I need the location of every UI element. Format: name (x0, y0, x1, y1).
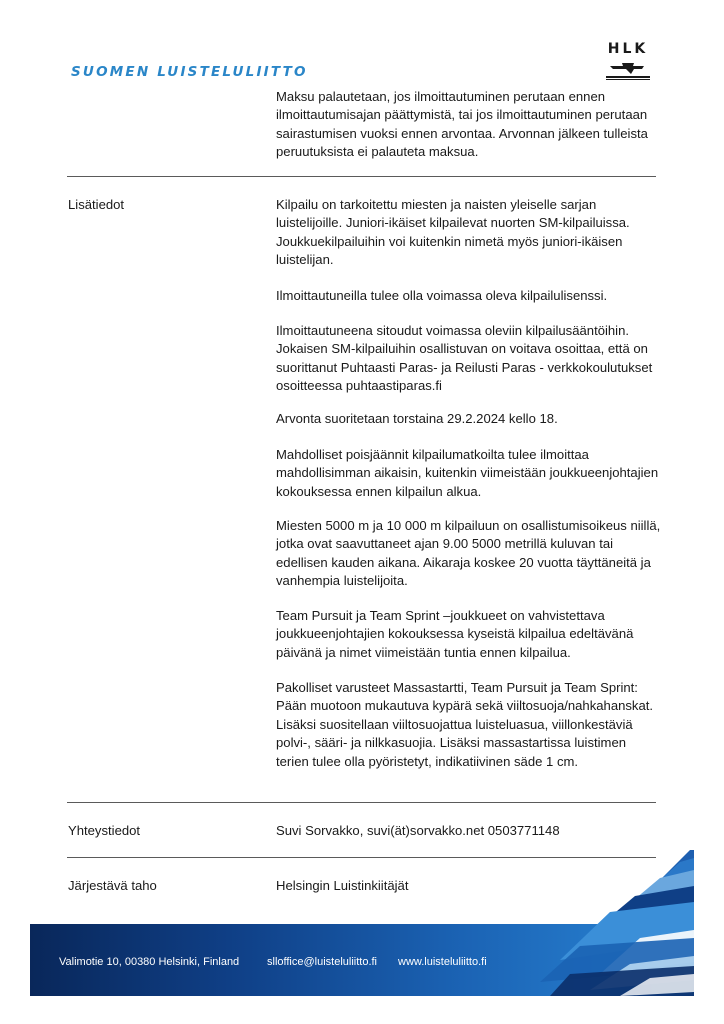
skater-logo-icon (604, 60, 652, 82)
lisatiedot-label: Lisätiedot (68, 197, 125, 212)
section-divider (67, 176, 656, 177)
lisatiedot-paragraph-5: Mahdolliset poisjäännit kilpailumatkoilta tulee ilmoittaa mahdollisimman aikaisin, kuitenkin viimeistään joukkueenjohtajien kokouksessa ennen kilpailun alkua. (276, 447, 659, 499)
lisatiedot-paragraph-6: Miesten 5000 m ja 10 000 m kilpailuun on osallistumisoikeus niillä, jotka ovat saavuttaneet ajan 9.00 5000 metrillä kuluvan tai edellisen kauden aikana. Aikaraja koskee 20 vuotta täyttäneitä ja vanhempia luistelijoita. (276, 518, 661, 589)
hlk-logo-text: HLK (607, 41, 649, 57)
contact-info: Suvi Sorvakko, suvi(ät)sorvakko.net 0503771148 (276, 823, 560, 838)
federation-brand-logo: SUOMEN LUISTELULIITTO (71, 64, 308, 80)
yhteystiedot-label: Yhteystiedot (68, 823, 141, 838)
lisatiedot-paragraph-2: Ilmoittautuneilla tulee olla voimassa oleva kilpailulisenssi. (276, 288, 608, 303)
footer-email[interactable]: slloffice@luisteluliitto.fi (267, 956, 378, 968)
lisatiedot-paragraph-4: Arvonta suoritetaan torstaina 29.2.2024 kello 18. (276, 411, 558, 426)
lisatiedot-paragraph-7: Team Pursuit ja Team Sprint –joukkueet on vahvistettava joukkueenjohtajien kokouksessa kyseistä kilpailua edeltävänä päivänä ja nimet viimeistään tuntia ennen kilpailua. (276, 608, 634, 660)
decorative-stripes-graphic (540, 850, 694, 996)
hlk-logo (603, 41, 653, 85)
fee-refund-paragraph: Maksu palautetaan, jos ilmoittautuminen perutaan ennen ilmoittautumisajan päättymistä, tai jos ilmoittautuminen perutaan sairastumisen vuoksi ennen arvontaa. Arvonnan jälkeen tulleista peruutuksista ei palauteta maksua. (276, 89, 648, 160)
organizer-label: Järjestävä taho (68, 878, 157, 893)
organizer-value: Helsingin Luistinkiitäjät (276, 878, 409, 893)
lisatiedot-paragraph-1: Kilpailu on tarkoitettu miesten ja naisten yleiselle sarjan luistelijoille. Juniori-ikäiset kilpailevat nuorten SM-kilpailuissa. Joukkuekilpailuihin voi kuitenkin nimetä myös juniori-ikäisen luistelijan. (276, 197, 630, 268)
footer-address: Valimotie 10, 00380 Helsinki, Finland (59, 956, 240, 968)
lisatiedot-paragraph-8: Pakolliset varusteet Massastartti, Team Pursuit ja Team Sprint: Pään muotoon mukautuva kypärä sekä viiltosuoja/nahkahanskat. Lisäksi suositellaan viiltosuojattua luisteluasua, viillonkestäviä polvi-, sääri- ja nilkkasuojia. Lisäksi massastartissa luistimen terien tulee olla pyöristetyt, indikatiivinen säde 1 cm. (276, 680, 654, 769)
section-divider (67, 802, 656, 803)
footer-website[interactable]: www.luisteluliitto.fi (398, 956, 487, 968)
lisatiedot-paragraph-3: Ilmoittautuneena sitoudut voimassa oleviin kilpailusääntöihin. Jokaisen SM-kilpailuihin osallistuvan on voitava osoittaa, että on suorittanut Puhtaasti Paras- ja Reilusti Paras - verkkokoulutukset osoitteessa puhtaastiparas.fi (276, 323, 653, 394)
